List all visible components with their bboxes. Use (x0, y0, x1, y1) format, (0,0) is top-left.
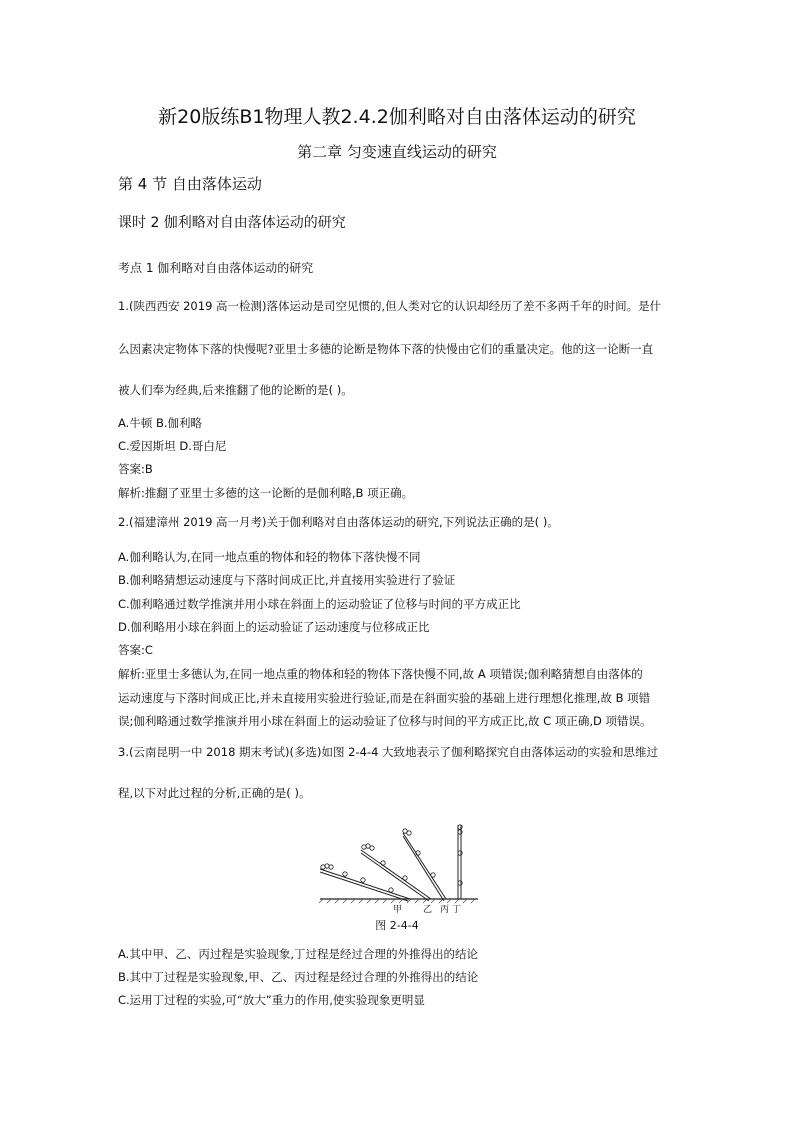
figure-2-4-4-inclined-planes (315, 815, 485, 915)
q2-analysis-line3: 误;伽利略通过数学推演并用小球在斜面上的运动验证了位移与时间的平方成正比,故 C 项正确,D 项错误。 (118, 714, 652, 728)
plane-ding (458, 825, 461, 899)
document-title: 新20版练B1物理人教2.4.2伽利略对自由落体运动的研究 (158, 106, 636, 128)
lesson-heading: 课时 2 伽利略对自由落体运动的研究 (118, 215, 346, 231)
label-yi: 乙 (423, 905, 433, 915)
q1-options-ab: A.牛顿 B.伽利略 (118, 416, 203, 430)
label-jia: 甲 (393, 905, 403, 915)
chapter-heading: 第二章 匀变速直线运动的研究 (297, 143, 497, 161)
q2-option-b: B.伽利略猜想运动速度与下落时间成正比,并直接用实验进行了验证 (118, 573, 456, 587)
plane-yi-balls (362, 844, 407, 880)
plane-jia (320, 869, 410, 901)
figure-caption: 图 2-4-4 (375, 919, 419, 932)
plane-yi (361, 850, 431, 901)
plane-bing-balls (403, 829, 435, 877)
q1-analysis: 解析:推翻了亚里士多德的这一论断的是伽利略,B 项正确。 (118, 486, 414, 500)
q3-option-a: A.其中甲、乙、丙过程是实验现象,丁过程是经过合理的外推得出的结论 (118, 947, 478, 961)
q3-option-b: B.其中丁过程是实验现象,甲、乙、丙过程是经过合理的外推得出的结论 (118, 970, 479, 984)
q3-option-c: C.运用丁过程的实验,可“放大”重力的作用,使实验现象更明显 (118, 993, 425, 1007)
q2-analysis-line2: 运动速度与下落时间成正比,并未直接用实验进行验证,而是在斜面实验的基础上进行理想化推理,故 B 项错 (118, 691, 651, 705)
q2-option-c: C.伽利略通过数学推演并用小球在斜面上的运动验证了位移与时间的平方成正比 (118, 597, 521, 611)
q2-stem: 2.(福建漳州 2019 高一月考)关于伽利略对自由落体运动的研究,下列说法正确的是( )。 (118, 515, 559, 529)
q2-option-a: A.伽利略认为,在同一地点重的物体和轻的物体下落快慢不同 (118, 550, 421, 564)
q1-options-cd: C.爱因斯坦 D.哥白尼 (118, 439, 227, 453)
q3-stem-line2: 程,以下对此过程的分析,正确的是( )。 (118, 786, 311, 800)
label-ding: 丁 (452, 905, 462, 915)
section-heading: 第 4 节 自由落体运动 (118, 175, 262, 193)
label-bing: 丙 (440, 905, 450, 915)
q1-stem-line1: 1.(陕西西安 2019 高一检测)落体运动是司空见惯的,但人类对它的认识却经历了差不多两千年的时间。是什 (118, 299, 662, 313)
plane-bing (403, 833, 446, 901)
q1-answer: 答案:B (118, 462, 153, 476)
q3-stem-line1: 3.(云南昆明一中 2018 期末考试)(多选)如图 2-4-4 大致地表示了伽利略探究自由落体运动的实验和思维过 (118, 745, 659, 759)
q2-answer: 答案:C (118, 643, 153, 657)
q1-stem-line2: 么因素决定物体下落的快慢呢?亚里士多德的论断是物体下落的快慢由它们的重量决定。他的这一论断一直 (118, 342, 654, 356)
q2-option-d: D.伽利略用小球在斜面上的运动验证了运动速度与位移成正比 (118, 620, 430, 634)
topic-heading: 考点 1 伽利略对自由落体运动的研究 (118, 261, 314, 275)
q1-stem-line3: 被人们奉为经典,后来推翻了他的论断的是( )。 (118, 383, 353, 397)
q2-analysis-line1: 解析:亚里士多德认为,在同一地点重的物体和轻的物体下落快慢不同,故 A 项错误;伽利略猜想自由落体的 (118, 667, 643, 681)
